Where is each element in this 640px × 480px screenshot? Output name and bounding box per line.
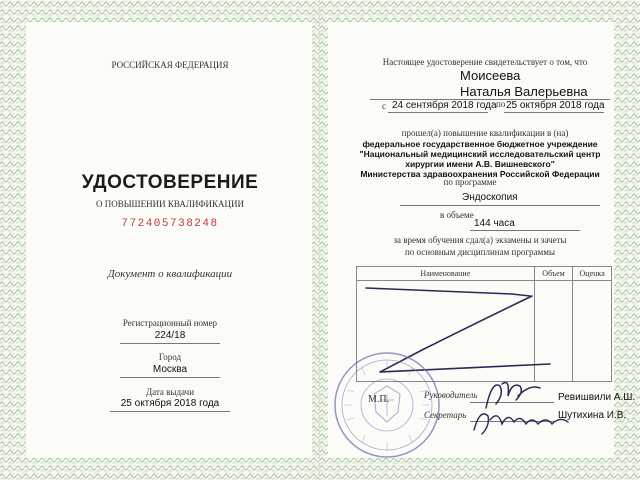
serial-number: 772405738248	[121, 218, 219, 230]
table-header-name: Наименование	[357, 267, 535, 281]
head-name: Ревишвили А.Ш.	[558, 392, 636, 403]
secretary-name: Шутихина И.В.	[558, 410, 627, 421]
program-name: Эндоскопия	[462, 192, 518, 203]
holder-surname: Моисеева	[460, 68, 521, 83]
official-seal	[332, 350, 442, 460]
institution-line-4: Министерства здравоохранения Российской Федерации	[360, 169, 600, 179]
training-passed-text: прошел(а) повышение квалификации в (на)	[401, 128, 569, 138]
period-from-underline	[388, 112, 488, 113]
city-value: Москва	[152, 364, 188, 375]
exam-text-line-1: за время обучения сдал(а) экзамены и зачеты	[393, 235, 567, 245]
period-from-prefix: с	[382, 101, 386, 111]
period-from-date: 24 сентября 2018 года	[392, 100, 497, 111]
document-subtitle: О ПОВЫШЕНИИ КВАЛИФИКАЦИИ	[95, 199, 245, 209]
institution-line-2: "Национальный медицинский исследовательский центр	[359, 149, 601, 159]
institution-line-3: хирургии имени А.В. Вишневского"	[405, 159, 555, 169]
page-fold	[318, 0, 320, 480]
secretary-label: Секретарь	[424, 410, 467, 420]
document-title: УДОСТОВЕРЕНИЕ	[81, 172, 259, 193]
volume-value: 144 часа	[474, 218, 515, 229]
exam-text-line-2: по основным дисциплинам программы	[404, 247, 555, 257]
head-label: Руководитель	[424, 390, 478, 400]
seal-place-label: М.П.	[368, 394, 390, 405]
table-header-volume: Объем	[534, 267, 573, 281]
period-to-date: 25 октября 2018 года	[506, 100, 605, 111]
table-header-grade: Оценка	[573, 267, 612, 281]
period-to-prefix: по	[496, 99, 506, 109]
program-underline	[400, 205, 600, 206]
registration-number: 224/18	[154, 330, 186, 341]
issue-date-underline	[110, 411, 230, 412]
issue-date-label: Дата выдачи	[145, 387, 195, 397]
volume-label: в объеме	[440, 210, 474, 220]
registration-label: Регистрационный номер	[122, 318, 218, 328]
issue-date-value: 25 октября 2018 года	[120, 398, 220, 409]
registration-underline	[120, 343, 220, 344]
volume-underline	[470, 230, 580, 231]
intro-text: Настоящее удостоверение свидетельствует о том, что	[382, 57, 588, 67]
secretary-signature	[468, 400, 578, 440]
institution-line-1: федеральное государственное бюджетное учреждение	[362, 139, 598, 149]
city-label: Город	[158, 352, 182, 362]
city-underline	[120, 377, 220, 378]
country-label: РОССИЙСКАЯ ФЕДЕРАЦИЯ	[111, 60, 229, 70]
table-cell	[573, 281, 612, 382]
document-type: Документ о квалификации	[107, 268, 233, 280]
program-label: по программе	[443, 177, 497, 187]
holder-given-names: Наталья Валерьевна	[460, 84, 588, 99]
period-to-underline	[504, 112, 604, 113]
